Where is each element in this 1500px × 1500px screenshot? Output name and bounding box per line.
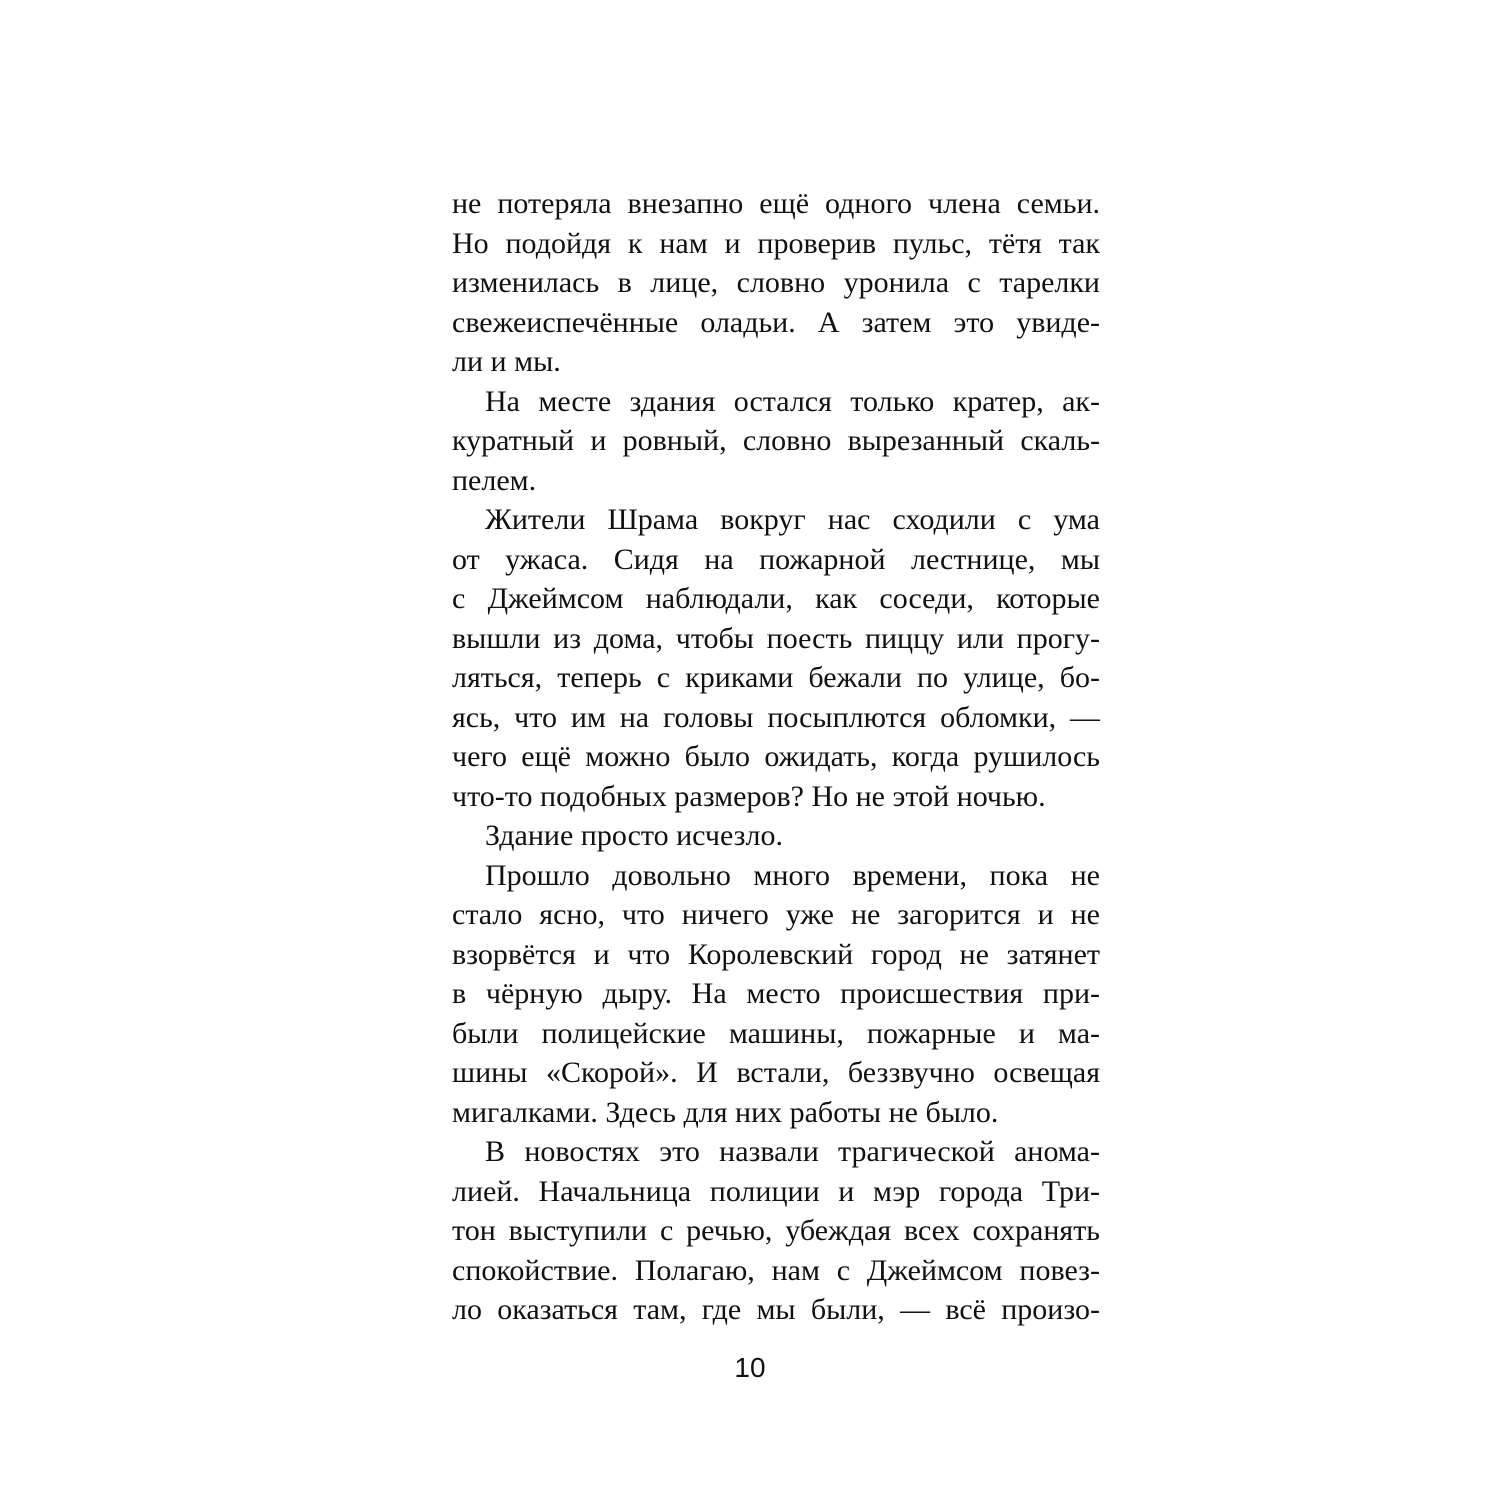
text-line: Прошло довольно много времени, пока не xyxy=(485,858,1100,892)
text-line: Здание просто исчезло. xyxy=(485,819,783,852)
text-line: пелем. xyxy=(452,463,537,497)
text-line: изменилась в лице, словно уронила с тарелки xyxy=(452,266,1100,299)
text-line: В новостях это назвали трагической анома- xyxy=(485,1135,1100,1168)
body-text xyxy=(452,184,1100,1330)
text-line: в чёрную дыру. На место происшествия при- xyxy=(452,977,1100,1010)
text-line: спокойствие. Полагаю, нам с Джеймсом повез- xyxy=(452,1253,1100,1287)
text-line: свежеиспечённые оладьи. А затем это увиде- xyxy=(452,305,1100,339)
text-line: тон выступили с речью, убеждая всех сохранять xyxy=(452,1214,1100,1247)
text-line: ляться, теперь с криками бежали по улице, бо- xyxy=(452,661,1100,694)
text-line: не потеряла внезапно ещё одного члена семьи. xyxy=(452,187,1100,220)
text-line: Но подойдя к нам и проверив пульс, тётя так xyxy=(452,226,1100,260)
page-number: 10 xyxy=(734,1352,766,1383)
text-line: куратный и ровный, словно вырезанный скаль- xyxy=(452,424,1100,457)
text-line: ло оказаться там, где мы были, — всё произо- xyxy=(452,1293,1100,1326)
text-line: вышли из дома, чтобы поесть пиццу или прогу- xyxy=(452,621,1100,655)
text-line: ясь, что им на головы посыплются обломки, — xyxy=(452,700,1100,734)
text-line: чего ещё можно было ожидать, когда рушилось xyxy=(452,740,1100,773)
text-line: мигалками. Здесь для них работы не было. xyxy=(452,1095,999,1129)
text-line: от ужаса. Сидя на пожарной лестнице, мы xyxy=(452,542,1100,576)
text-line: Жители Шрама вокруг нас сходили с ума xyxy=(485,503,1100,536)
text-line: взорвётся и что Королевский город не затянет xyxy=(452,937,1100,971)
text-line: шины «Скорой». И встали, беззвучно освещая xyxy=(452,1056,1100,1089)
text-line: лией. Начальница полиции и мэр города Три- xyxy=(452,1174,1100,1208)
text-line: были полицейские машины, пожарные и ма- xyxy=(452,1016,1100,1050)
text-line: что-то подобных размеров? Но не этой ночью. xyxy=(452,779,1046,813)
text-line: На месте здания остался только кратер, ак- xyxy=(485,384,1100,418)
text-line: ли и мы. xyxy=(452,345,561,378)
text-line: стало ясно, что ничего уже не загорится и не xyxy=(452,898,1100,931)
text-line: с Джеймсом наблюдали, как соседи, которые xyxy=(452,582,1100,615)
